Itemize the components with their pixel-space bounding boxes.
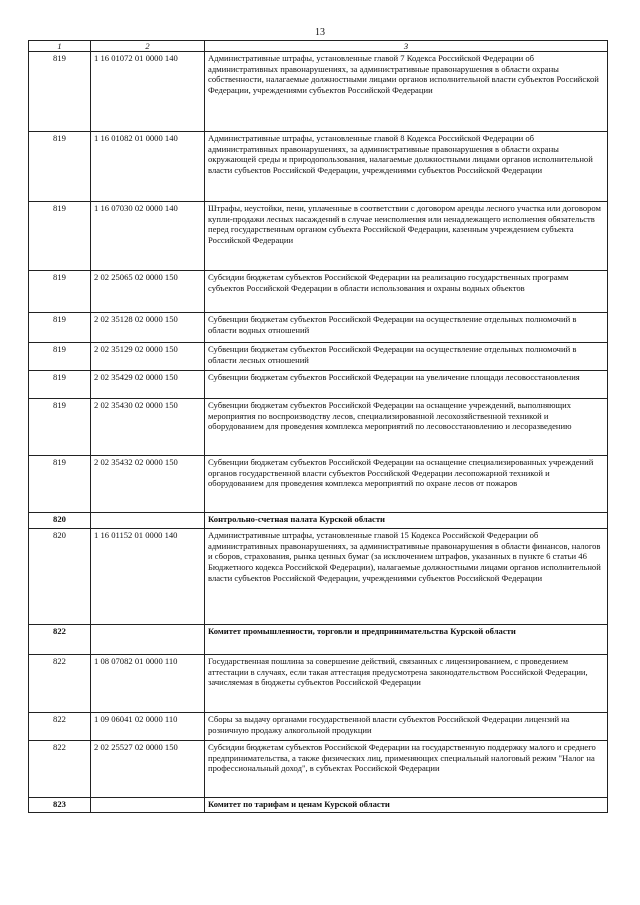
table-row (29, 343, 608, 371)
revenue-name: Сборы за выдачу органами государственной власти субъектов Российской Федерации лицензий на розничную продажу алкогольной продукции (205, 713, 608, 741)
admin-code: 820 (29, 529, 91, 625)
revenue-name: Субвенции бюджетам субъектов Российской Федерации на осуществление отдельных полномочий в области лесных отношений (205, 343, 608, 371)
budget-code: 1 08 07082 01 0000 110 (91, 655, 205, 713)
admin-code: 822 (29, 713, 91, 741)
revenue-name: Административные штрафы, установленные главой 7 Кодекса Российской Федерации об административных правонарушениях, за административные правонарушения в области охраны собственности, налагаемые должностными лицами органов исполнительной власти субъектов Российской Федерации, учреждениями субъектов Российской Федерации (205, 52, 608, 132)
table-row (29, 456, 608, 513)
revenue-name: Административные штрафы, установленные главой 15 Кодекса Российской Федерации об административных правонарушениях, за административные правонарушения в области финансов, налогов и сборов, страхования, рынка ценных бумаг (за исключением штрафов, указанных в пункте 6 статьи 46 Бюджетного кодекса Российской Федерации), налагаемые должностными лицами органов исполнительной власти субъектов Российской Федерации, учреждениями субъектов Российской Федерации (205, 529, 608, 625)
table-row (29, 271, 608, 313)
table-row (29, 713, 608, 741)
revenue-name: Субсидии бюджетам субъектов Российской Федерации на государственную поддержку малого и среднего предпринимательства, а также физических лиц, применяющих специальный налоговый режим "Налог на профессиональный доход", в субъектах Российской Федерации (205, 741, 608, 798)
table-row (29, 202, 608, 271)
admin-code: 819 (29, 52, 91, 132)
table-row (29, 313, 608, 343)
admin-code: 819 (29, 132, 91, 202)
page-number: 13 (315, 27, 325, 38)
budget-code: 2 02 25527 02 0000 150 (91, 741, 205, 798)
admin-code: 820 (29, 513, 91, 529)
section-row (29, 625, 608, 655)
budget-code: 1 16 01072 01 0000 140 (91, 52, 205, 132)
section-title: Контрольно-счетная палата Курской области (205, 513, 608, 529)
revenue-name: Субвенции бюджетам субъектов Российской Федерации на осуществление отдельных полномочий в области водных отношений (205, 313, 608, 343)
table-row (29, 529, 608, 625)
budget-code: 2 02 35432 02 0000 150 (91, 456, 205, 513)
table-row (29, 52, 608, 132)
admin-code: 822 (29, 625, 91, 655)
section-title: Комитет промышленности, торговли и предпринимательства Курской области (205, 625, 608, 655)
table-row (29, 371, 608, 399)
revenue-name: Административные штрафы, установленные главой 8 Кодекса Российской Федерации об административных правонарушениях, за административные правонарушения в области охраны окружающей среды и природопользования, налагаемые должностными лицами органов исполнительной власти субъектов Российской Федерации, учреждениями субъектов Российской Федерации (205, 132, 608, 202)
section-title: Комитет по тарифам и ценам Курской области (205, 798, 608, 813)
budget-code: 1 16 01082 01 0000 140 (91, 132, 205, 202)
admin-code: 819 (29, 399, 91, 456)
column-numbers-row (29, 41, 608, 52)
section-row (29, 798, 608, 813)
revenue-name: Субвенции бюджетам субъектов Российской Федерации на оснащение специализированных учреждений органов государственной власти субъектов Российской Федерации лесопожарной техникой и оборудованием для проведения комплекса мероприятий по охране лесов от пожаров (205, 456, 608, 513)
budget-code: 2 02 35430 02 0000 150 (91, 399, 205, 456)
budget-code (91, 798, 205, 813)
column-number-1: 1 (29, 41, 91, 52)
admin-code: 822 (29, 655, 91, 713)
admin-code: 819 (29, 343, 91, 371)
budget-code: 2 02 25065 02 0000 150 (91, 271, 205, 313)
budget-code: 1 09 06041 02 0000 110 (91, 713, 205, 741)
revenue-name: Субвенции бюджетам субъектов Российской Федерации на увеличение площади лесовосстановления (205, 371, 608, 399)
budget-code: 2 02 35129 02 0000 150 (91, 343, 205, 371)
revenue-name: Субсидии бюджетам субъектов Российской Федерации на реализацию государственных программ субъектов Российской Федерации в области использования и охраны водных объектов (205, 271, 608, 313)
admin-code: 823 (29, 798, 91, 813)
admin-code: 822 (29, 741, 91, 798)
admin-code: 819 (29, 456, 91, 513)
budget-code (91, 513, 205, 529)
table-row (29, 655, 608, 713)
budget-code (91, 625, 205, 655)
budget-code: 1 16 01152 01 0000 140 (91, 529, 205, 625)
column-number-2: 2 (91, 41, 205, 52)
table-row (29, 741, 608, 798)
table-row (29, 399, 608, 456)
admin-code: 819 (29, 313, 91, 343)
admin-code: 819 (29, 202, 91, 271)
budget-code: 2 02 35128 02 0000 150 (91, 313, 205, 343)
revenue-name: Государственная пошлина за совершение действий, связанных с лицензированием, с проведением аттестации в случаях, если такая аттестация предусмотрена законодательством Российской Федерации, зачисляемая в бюджеты субъектов Российской Федерации (205, 655, 608, 713)
budget-code: 1 16 07030 02 0000 140 (91, 202, 205, 271)
section-row (29, 513, 608, 529)
revenue-name: Штрафы, неустойки, пени, уплаченные в соответствии с договором аренды лесного участка или договором купли-продажи лесных насаждений в случае неисполнения или ненадлежащего исполнения обязательств перед государственным органом субъекта Российской Федерации, казенным учреждением субъекта Российской Федерации (205, 202, 608, 271)
column-number-3: 3 (205, 41, 608, 52)
budget-code: 2 02 35429 02 0000 150 (91, 371, 205, 399)
revenue-codes-table (28, 40, 608, 813)
table-row (29, 132, 608, 202)
admin-code: 819 (29, 371, 91, 399)
admin-code: 819 (29, 271, 91, 313)
revenue-name: Субвенции бюджетам субъектов Российской Федерации на оснащение учреждений, выполняющих мероприятия по воспроизводству лесов, специализированной лесохозяйственной техникой и оборудованием для проведения комплекса мероприятий по лесовосстановлению и лесоразведению (205, 399, 608, 456)
